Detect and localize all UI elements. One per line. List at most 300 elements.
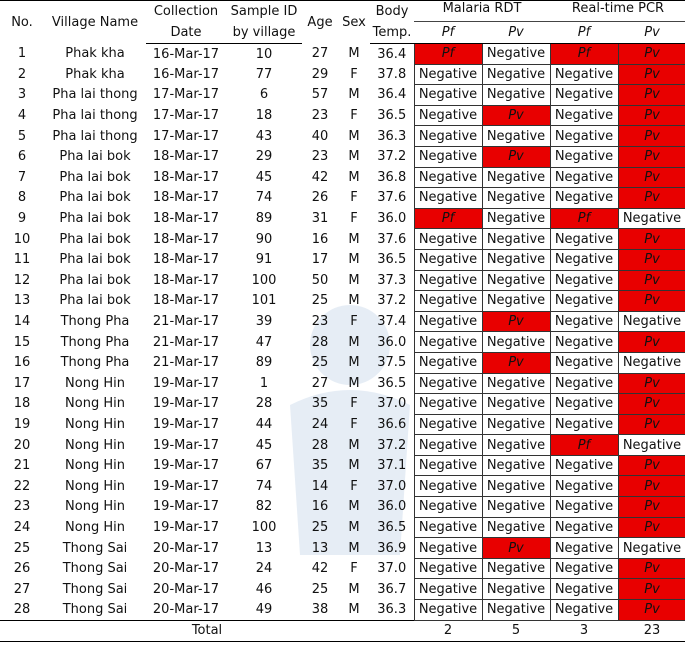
cell-collection-date: 19-Mar-17 [152,437,220,453]
cell-rdt-pf: Negative [414,558,482,579]
totals-label: Total [0,620,414,641]
cell-no: 18 [13,396,31,412]
cell-body-temp: 36.3 [377,602,407,618]
cell-rdt-pv: Pv [482,352,550,373]
cell-body-temp: 36.5 [377,108,407,124]
cell-pcr-pf: Negative [550,105,618,126]
header-sex: Sex [342,14,366,30]
cell-sample-id: 100 [251,519,277,535]
cell-sex: M [348,458,360,474]
cell-collection-date: 18-Mar-17 [152,293,220,309]
cell-collection-date: 20-Mar-17 [152,540,220,556]
cell-no: 17 [13,375,31,391]
cell-rdt-pv: Negative [482,517,550,538]
cell-village: Nong Hin [65,375,125,391]
header-temp-line1: Body [375,3,409,19]
table-row [0,270,685,291]
cell-age: 31 [311,211,329,227]
cell-body-temp: 36.9 [377,540,407,556]
header-temp-line2: Temp. [370,22,414,44]
cell-village: Pha lai bok [59,272,131,288]
cell-rdt-pf: Negative [414,497,482,518]
cell-rdt-pf: Negative [414,270,482,291]
cell-village: Pha lai bok [59,252,131,268]
cell-no: 20 [13,437,31,453]
cell-sex: M [348,128,360,144]
cell-rdt-pf: Negative [414,394,482,415]
table-row [0,188,685,209]
cell-pcr-pf: Negative [550,352,618,373]
cell-pcr-pv: Pv [618,291,685,312]
cell-body-temp: 36.7 [377,581,407,597]
cell-village: Pha lai thong [52,108,138,124]
cell-age: 23 [311,314,329,330]
cell-no: 4 [17,108,27,124]
cell-no: 25 [13,540,31,556]
table-row [0,538,685,559]
cell-rdt-pv: Negative [482,229,550,250]
cell-rdt-pv: Negative [482,435,550,456]
cell-sample-id: 28 [255,396,273,412]
cell-body-temp: 37.0 [377,396,407,412]
cell-collection-date: 16-Mar-17 [152,46,220,62]
cell-age: 27 [311,46,329,62]
cell-rdt-pf: Pf [414,208,482,229]
cell-no: 23 [13,499,31,515]
cell-rdt-pf: Negative [414,373,482,394]
cell-sex: F [350,478,358,494]
cell-sex: M [348,602,360,618]
header-village: Village Name [51,14,139,30]
cell-village: Pha lai bok [59,211,131,227]
cell-rdt-pf: Negative [414,249,482,270]
cell-sex: F [350,416,358,432]
table-row [0,435,685,456]
cell-pcr-pv: Pv [618,455,685,476]
cell-pcr-pv: Pv [618,146,685,167]
cell-sex: M [348,437,360,453]
cell-collection-date: 21-Mar-17 [152,355,220,371]
cell-village: Phak kha [65,66,125,82]
cell-sex: F [350,314,358,330]
cell-pcr-pf: Negative [550,394,618,415]
cell-sample-id: 39 [255,314,273,330]
table-row [0,497,685,518]
cell-body-temp: 37.8 [377,66,407,82]
cell-collection-date: 18-Mar-17 [152,169,220,185]
cell-village: Pha lai bok [59,190,131,206]
cell-body-temp: 37.0 [377,561,407,577]
cell-body-temp: 37.0 [377,478,407,494]
total-rdt-pf: 2 [414,620,482,641]
cell-sample-id: 91 [255,252,273,268]
cell-rdt-pv: Negative [482,476,550,497]
cell-rdt-pv: Pv [482,538,550,559]
cell-age: 42 [311,169,329,185]
cell-rdt-pv: Negative [482,126,550,147]
cell-rdt-pv: Negative [482,497,550,518]
table-row [0,579,685,600]
cell-pcr-pv: Pv [618,126,685,147]
cell-sex: M [348,334,360,350]
table-row [0,85,685,106]
table-row [0,291,685,312]
table-row [0,332,685,353]
cell-village: Thong Pha [60,314,130,330]
cell-rdt-pf: Negative [414,538,482,559]
cell-rdt-pf: Negative [414,167,482,188]
cell-rdt-pf: Pf [414,44,482,65]
cell-no: 12 [13,272,31,288]
cell-no: 16 [13,355,31,371]
cell-pcr-pv: Pv [618,497,685,518]
cell-rdt-pv: Negative [482,167,550,188]
cell-collection-date: 17-Mar-17 [152,87,220,103]
cell-sample-id: 45 [255,169,273,185]
cell-no: 14 [13,314,31,330]
cell-collection-date: 20-Mar-17 [152,581,220,597]
cell-pcr-pv: Pv [618,600,685,621]
cell-village: Nong Hin [65,478,125,494]
cell-rdt-pf: Negative [414,126,482,147]
cell-sample-id: 90 [255,231,273,247]
cell-body-temp: 37.6 [377,190,407,206]
cell-sex: M [348,519,360,535]
cell-pcr-pf: Negative [550,414,618,435]
cell-collection-date: 19-Mar-17 [152,375,220,391]
cell-rdt-pv: Pv [482,105,550,126]
cell-sample-id: 100 [251,272,277,288]
cell-sex: M [348,540,360,556]
cell-sex: M [348,252,360,268]
cell-age: 40 [311,128,329,144]
cell-pcr-pv: Pv [618,373,685,394]
cell-sex: F [350,561,358,577]
table-body [0,44,685,621]
cell-pcr-pv: Pv [618,85,685,106]
cell-pcr-pv: Pv [618,229,685,250]
cell-sample-id: 43 [255,128,273,144]
cell-sample-id: 82 [255,499,273,515]
cell-collection-date: 16-Mar-17 [152,66,220,82]
cell-body-temp: 37.5 [377,355,407,371]
cell-no: 28 [13,602,31,618]
table-row [0,558,685,579]
cell-no: 24 [13,519,31,535]
cell-village: Pha lai bok [59,149,131,165]
cell-no: 21 [13,458,31,474]
cell-sex: M [348,87,360,103]
cell-pcr-pf: Negative [550,455,618,476]
cell-collection-date: 17-Mar-17 [152,108,220,124]
cell-rdt-pv: Negative [482,558,550,579]
cell-village: Nong Hin [65,396,125,412]
cell-pcr-pv: Negative [618,352,685,373]
cell-rdt-pv: Negative [482,188,550,209]
cell-sex: F [350,190,358,206]
cell-no: 7 [17,169,27,185]
cell-rdt-pf: Negative [414,64,482,85]
cell-age: 25 [311,519,329,535]
cell-no: 13 [13,293,31,309]
cell-collection-date: 19-Mar-17 [152,519,220,535]
header-sample-id-line2: by village [226,22,302,44]
header-rdt-pv: Pv [482,22,550,44]
cell-rdt-pf: Negative [414,291,482,312]
cell-village: Thong Sai [62,540,128,556]
cell-sex: F [350,396,358,412]
header-date-line2: Date [146,22,226,44]
cell-pcr-pv: Pv [618,476,685,497]
cell-rdt-pv: Negative [482,44,550,65]
cell-age: 28 [311,437,329,453]
table-row [0,249,685,270]
cell-sample-id: 47 [255,334,273,350]
cell-rdt-pf: Negative [414,352,482,373]
cell-village: Pha lai bok [59,293,131,309]
cell-age: 35 [311,458,329,474]
cell-rdt-pf: Negative [414,455,482,476]
cell-rdt-pv: Negative [482,270,550,291]
table-row [0,394,685,415]
cell-no: 22 [13,478,31,494]
cell-pcr-pv: Pv [618,270,685,291]
cell-village: Thong Sai [62,602,128,618]
cell-pcr-pf: Negative [550,373,618,394]
cell-rdt-pv: Negative [482,455,550,476]
cell-rdt-pf: Negative [414,105,482,126]
cell-rdt-pv: Negative [482,394,550,415]
cell-age: 38 [311,602,329,618]
table-row [0,311,685,332]
cell-body-temp: 36.4 [377,46,407,62]
table-row [0,455,685,476]
cell-rdt-pf: Negative [414,435,482,456]
cell-village: Nong Hin [65,458,125,474]
table-row [0,229,685,250]
cell-pcr-pv: Pv [618,167,685,188]
table-row [0,373,685,394]
cell-no: 3 [17,87,27,103]
cell-no: 26 [13,561,31,577]
cell-age: 26 [311,190,329,206]
header-rdt-pf: Pf [414,22,482,44]
table-row [0,600,685,621]
table-row [0,105,685,126]
cell-village: Thong Sai [62,561,128,577]
cell-sample-id: 6 [259,87,269,103]
cell-pcr-pv: Pv [618,517,685,538]
cell-pcr-pv: Pv [618,394,685,415]
cell-rdt-pv: Negative [482,600,550,621]
cell-sample-id: 44 [255,416,273,432]
header-no: No. [11,14,33,30]
cell-body-temp: 37.1 [377,458,407,474]
cell-age: 29 [311,66,329,82]
cell-rdt-pv: Negative [482,373,550,394]
cell-collection-date: 19-Mar-17 [152,416,220,432]
cell-no: 1 [17,46,27,62]
cell-age: 24 [311,416,329,432]
cell-pcr-pf: Negative [550,229,618,250]
cell-pcr-pf: Negative [550,291,618,312]
cell-sample-id: 24 [255,561,273,577]
cell-body-temp: 36.8 [377,169,407,185]
header-age: Age [307,14,333,30]
cell-village: Thong Sai [62,581,128,597]
cell-no: 5 [17,128,27,144]
cell-body-temp: 36.5 [377,375,407,391]
cell-body-temp: 36.4 [377,87,407,103]
cell-rdt-pv: Negative [482,579,550,600]
cell-rdt-pv: Negative [482,249,550,270]
table-row [0,64,685,85]
cell-village: Thong Pha [60,355,130,371]
cell-pcr-pf: Negative [550,558,618,579]
table-row [0,44,685,65]
cell-collection-date: 18-Mar-17 [152,149,220,165]
cell-collection-date: 18-Mar-17 [152,190,220,206]
cell-pcr-pf: Pf [550,435,618,456]
cell-collection-date: 20-Mar-17 [152,602,220,618]
cell-no: 10 [13,231,31,247]
cell-pcr-pv: Pv [618,249,685,270]
cell-pcr-pf: Negative [550,270,618,291]
cell-age: 16 [311,231,329,247]
cell-age: 35 [311,396,329,412]
cell-age: 17 [311,252,329,268]
cell-rdt-pf: Negative [414,414,482,435]
cell-sex: M [348,499,360,515]
table-row [0,414,685,435]
cell-village: Phak kha [65,46,125,62]
cell-body-temp: 36.5 [377,519,407,535]
cell-rdt-pf: Negative [414,311,482,332]
cell-collection-date: 18-Mar-17 [152,272,220,288]
cell-rdt-pf: Negative [414,146,482,167]
cell-collection-date: 19-Mar-17 [152,396,220,412]
cell-sample-id: 49 [255,602,273,618]
cell-age: 25 [311,581,329,597]
cell-village: Nong Hin [65,519,125,535]
cell-age: 50 [311,272,329,288]
cell-rdt-pv: Negative [482,291,550,312]
cell-sample-id: 46 [255,581,273,597]
cell-no: 9 [17,211,27,227]
cell-sex: M [348,375,360,391]
cell-pcr-pv: Pv [618,579,685,600]
cell-sample-id: 1 [259,375,269,391]
cell-pcr-pf: Negative [550,600,618,621]
cell-village: Pha lai bok [59,169,131,185]
cell-pcr-pf: Negative [550,538,618,559]
cell-pcr-pv: Pv [618,64,685,85]
cell-body-temp: 37.3 [377,272,407,288]
cell-pcr-pv: Pv [618,44,685,65]
cell-sex: M [348,149,360,165]
cell-sample-id: 89 [255,355,273,371]
cell-rdt-pf: Negative [414,229,482,250]
cell-sample-id: 10 [255,46,273,62]
cell-village: Pha lai thong [52,128,138,144]
total-rdt-pv: 5 [482,620,550,641]
cell-pcr-pv: Negative [618,538,685,559]
cell-age: 25 [311,293,329,309]
cell-collection-date: 18-Mar-17 [152,231,220,247]
cell-sex: M [348,169,360,185]
cell-body-temp: 37.2 [377,149,407,165]
header-date-line1: Collection [153,3,219,19]
cell-sample-id: 89 [255,211,273,227]
cell-collection-date: 18-Mar-17 [152,211,220,227]
cell-no: 6 [17,149,27,165]
cell-village: Nong Hin [65,437,125,453]
cell-age: 42 [311,561,329,577]
table-row [0,352,685,373]
total-pcr-pf: 3 [550,620,618,641]
cell-body-temp: 36.0 [377,334,407,350]
cell-body-temp: 37.2 [377,437,407,453]
cell-rdt-pf: Negative [414,332,482,353]
cell-no: 15 [13,334,31,350]
cell-age: 14 [311,478,329,494]
cell-collection-date: 19-Mar-17 [152,499,220,515]
header-sample-id-line1: Sample ID [230,3,298,19]
cell-rdt-pf: Negative [414,85,482,106]
cell-sample-id: 74 [255,190,273,206]
cell-body-temp: 36.0 [377,211,407,227]
cell-rdt-pf: Negative [414,188,482,209]
cell-pcr-pv: Negative [618,208,685,229]
cell-collection-date: 21-Mar-17 [152,334,220,350]
cell-pcr-pf: Negative [550,188,618,209]
table-row [0,146,685,167]
cell-sex: M [348,293,360,309]
cell-pcr-pv: Negative [618,311,685,332]
cell-rdt-pv: Negative [482,208,550,229]
cell-rdt-pv: Negative [482,414,550,435]
cell-body-temp: 36.0 [377,499,407,515]
cell-rdt-pv: Pv [482,146,550,167]
cell-sex: M [348,355,360,371]
cell-pcr-pf: Pf [550,208,618,229]
cell-sex: M [348,272,360,288]
cell-collection-date: 21-Mar-17 [152,314,220,330]
cell-age: 23 [311,108,329,124]
cell-no: 19 [13,416,31,432]
cell-collection-date: 20-Mar-17 [152,561,220,577]
cell-no: 11 [13,252,31,268]
cell-rdt-pf: Negative [414,600,482,621]
cell-sample-id: 13 [255,540,273,556]
cell-body-temp: 36.5 [377,252,407,268]
cell-pcr-pf: Negative [550,146,618,167]
cell-sex: M [348,231,360,247]
cell-pcr-pv: Negative [618,435,685,456]
cell-village: Thong Pha [60,334,130,350]
cell-body-temp: 36.6 [377,416,407,432]
cell-pcr-pv: Pv [618,414,685,435]
cell-sample-id: 74 [255,478,273,494]
table-row [0,208,685,229]
cell-sample-id: 77 [255,66,273,82]
cell-village: Pha lai bok [59,231,131,247]
cell-pcr-pv: Pv [618,188,685,209]
cell-pcr-pv: Pv [618,558,685,579]
cell-pcr-pf: Negative [550,332,618,353]
cell-sample-id: 29 [255,149,273,165]
cell-no: 8 [17,190,27,206]
